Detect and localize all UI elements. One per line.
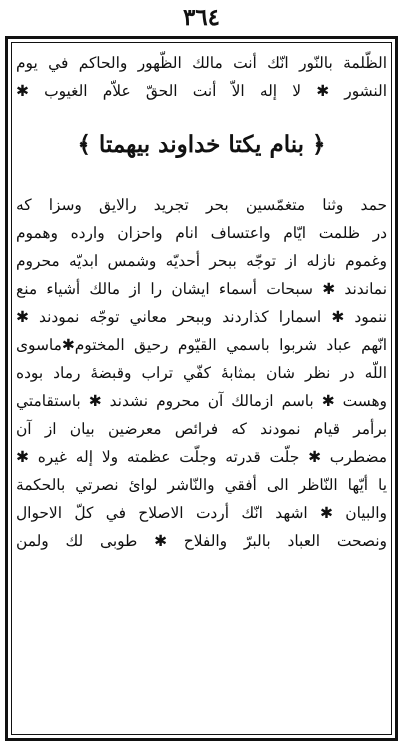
text-line: وغموم نازله از توجّه ببحر أحديّه وشمس ابديّه محروم bbox=[16, 252, 387, 270]
text-line: نماندند ✱ سبحات أسماء ايشان را از مالك أشياء منع bbox=[16, 280, 387, 298]
text-line: ونصحت العباد بالبرّ والفلاح ✱ طوبى لك ولمن bbox=[16, 532, 387, 550]
text-line: مضطرب ✱ جلّت قدرته وجلّت عظمته ولا إله غيره ✱ bbox=[16, 448, 387, 466]
text-line: الظّلمة بالنّور انّك أنت مالك الظّهور والحاكم في يوم bbox=[16, 54, 387, 72]
text-line: حمد وثنا متغمّسين بحر تجريد رالايق وسزا كه bbox=[16, 196, 387, 214]
text-block bbox=[16, 49, 387, 555]
text-line: برأمر قيام نمودند كه فرائص معرضين بيان از آن bbox=[16, 420, 387, 438]
text-line: يا أيّها النّاظر الى أفقي والنّاشر لوائ نصرتي بالحكمة bbox=[16, 476, 387, 494]
text-line: والبيان ✱ اشهد انّك أردت الاصلاح في كلّ الاحوال bbox=[16, 504, 387, 522]
text-line: انّهم عباد شربوا باسمي القيّوم رحيق المختوم✱ماسوى bbox=[16, 336, 387, 354]
text-line: اللّه در نظر شان بمثابهٔ كفّي تراب وقبضهٔ رماد بوده bbox=[16, 364, 387, 382]
page-frame bbox=[5, 36, 398, 741]
text-line: وهست ✱ باسم ازمالك آن محروم نشدند ✱ باستقامتي bbox=[16, 392, 387, 410]
section-heading: ﴿ بنام یکتا خداوند بیهمتا ﴾ bbox=[77, 131, 326, 158]
text-line: ننمود ✱ اسمارا كذاردند وببحر معاني توجّه نمودند ✱ bbox=[16, 308, 387, 326]
page-number: ٣٦٤ bbox=[182, 4, 221, 31]
text-line: النشور ✱ لا إله الاّ أنت الحقّ علاّم الغيوب ✱ bbox=[16, 82, 387, 100]
text-line: در ظلمت ايّام واعتساف انام واحزان وارده وهموم bbox=[16, 224, 387, 242]
